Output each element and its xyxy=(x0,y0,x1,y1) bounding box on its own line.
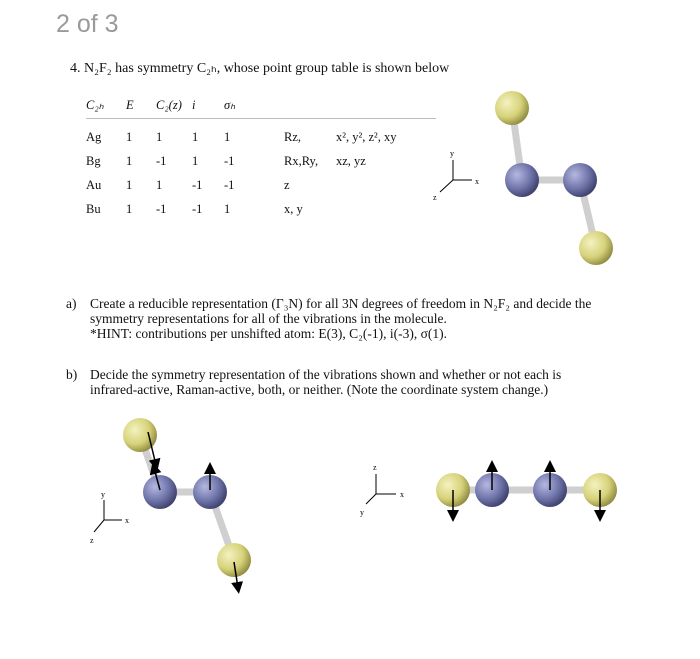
table-cell: -1 xyxy=(156,201,167,216)
axis-label: y xyxy=(360,508,364,517)
table-cell: 1 xyxy=(126,201,133,216)
molecule-2 xyxy=(123,418,251,588)
axis-label: z xyxy=(433,193,437,202)
axes-1 xyxy=(440,160,472,192)
table-cell: z xyxy=(284,177,290,192)
part-b-line: infrared-active, Raman-active, both, or neither. (Note the coordinate system change.) xyxy=(90,382,549,397)
fluorine-atom xyxy=(217,543,251,577)
table-cell: 1 xyxy=(224,129,231,144)
part-a-line: symmetry representations for all of the vibrations in the molecule. xyxy=(90,311,447,326)
part-b-label: b) xyxy=(66,367,78,382)
axis-label: z xyxy=(373,463,377,472)
table-cell: 1 xyxy=(126,129,133,144)
table-cell: Bg xyxy=(86,153,101,168)
table-cell: 1 xyxy=(192,129,199,144)
fluorine-atom xyxy=(579,231,613,265)
nitrogen-atom xyxy=(563,163,597,197)
part-b-line: Decide the symmetry representation of the vibrations shown and whether or not each is xyxy=(90,367,562,382)
table-cell: xz, yz xyxy=(336,153,366,168)
header-cell: C₂ₕ xyxy=(86,92,126,119)
question-text: 4. N₂F₂ has symmetry C₂ₕ, whose point group table is shown below xyxy=(70,61,450,76)
table-cell: 1 xyxy=(126,177,133,192)
header-cell: σₕ xyxy=(224,92,284,119)
header-cell: i xyxy=(192,92,224,119)
molecule-3 xyxy=(436,466,617,516)
axes-3 xyxy=(366,474,396,504)
table-cell: 1 xyxy=(224,201,231,216)
table-cell: Bu xyxy=(86,201,101,216)
table-cell: 1 xyxy=(126,153,133,168)
nitrogen-atom xyxy=(505,163,539,197)
table-cell: -1 xyxy=(192,201,203,216)
fluorine-atom xyxy=(495,91,529,125)
axis-label: x xyxy=(475,177,479,186)
table-cell: 1 xyxy=(156,177,163,192)
table-cell: x², y², z², xy xyxy=(336,129,397,144)
axis-label: x xyxy=(400,490,404,499)
nitrogen-atom xyxy=(143,475,177,509)
header-cell: E xyxy=(126,92,156,119)
table-cell: 1 xyxy=(156,129,163,144)
table-cell: Rx,Ry, xyxy=(284,153,319,168)
table-cell: -1 xyxy=(224,177,235,192)
table-cell: -1 xyxy=(224,153,235,168)
axis-label: x xyxy=(125,516,129,525)
table-cell: x, y xyxy=(284,201,303,216)
axis-label: y xyxy=(450,149,454,158)
page-indicator: 2 of 3 xyxy=(56,10,119,38)
molecule-1 xyxy=(495,91,613,265)
table-cell: -1 xyxy=(192,177,203,192)
table-cell: Au xyxy=(86,177,102,192)
header-cell: C₂(z) xyxy=(156,92,192,119)
table-cell: Rz, xyxy=(284,129,302,144)
part-a-line: *HINT: contributions per unshifted atom: E(3), C₂(-1), i(-3), σ(1). xyxy=(90,326,447,341)
table-cell: Ag xyxy=(86,129,102,144)
part-a-label: a) xyxy=(66,296,77,311)
axes-2 xyxy=(94,500,122,532)
table-cell: -1 xyxy=(156,153,167,168)
axis-label: y xyxy=(101,490,105,499)
part-a-line: Create a reducible representation (Γ₃N) for all 3N degrees of freedom in N₂F₂ and decide the xyxy=(90,296,592,311)
axis-label: z xyxy=(90,536,94,545)
table-cell: 1 xyxy=(192,153,199,168)
